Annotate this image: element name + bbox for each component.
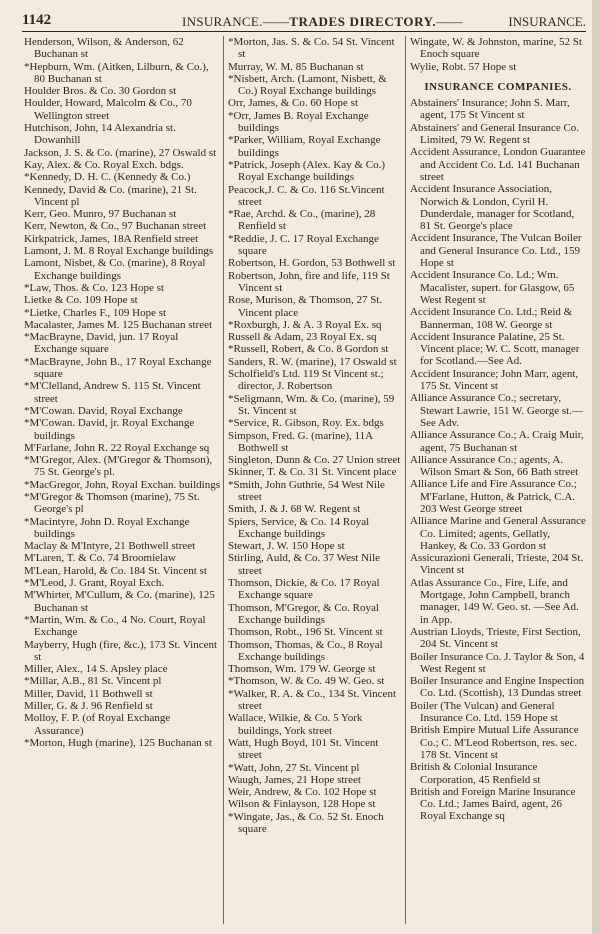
directory-entry: M'Farlane, John R. 22 Royal Exchange sq xyxy=(24,441,210,454)
directory-entry: Miller, Alex., 14 S. Apsley place xyxy=(24,663,168,676)
directory-entry: *M'Leod, J. Grant, Royal Exch. xyxy=(24,577,165,590)
company-entry: Accident Insurance Palatine, 25 St. Vincent place; W. C. Scott, manager for Scotland.—See Ad. xyxy=(410,330,580,368)
directory-entry: *Kennedy, D. H. C. (Kennedy & Co.) xyxy=(24,171,191,184)
company-entry: Alliance Assurance Co.; secretary, Stewart Lawrie, 151 W. George st.—See Adv. xyxy=(410,392,583,429)
directory-entry: Molloy, F. P. (of Royal Exchange Assurance) xyxy=(24,712,171,737)
directory-entry: *Rae, Archd. & Co., (marine), 28 Renfield st xyxy=(228,208,376,233)
company-entry: Boiler Insurance and Engine Inspection Co. Ltd. (Scottish), 13 Dundas street xyxy=(410,675,585,700)
company-entry: Accident Insurance Co. Ltd.; Reid & Bannerman, 108 W. George st xyxy=(410,306,573,331)
company-entry: Accident Insurance; John Marr, agent, 175 St. Vincent st xyxy=(410,367,579,393)
directory-entry: Hutchison, John, 14 Alexandria st. Dowanhill xyxy=(24,122,176,147)
directory-entry: *Macintyre, John D. Royal Exchange buildings xyxy=(24,515,190,540)
directory-entry: *Hepburn, Wm. (Aitken, Lilburn, & Co.), 80 Buchanan st xyxy=(24,60,209,85)
directory-entry: Wilson & Finlayson, 128 Hope st xyxy=(228,798,376,811)
directory-entry: Robertson, John, fire and life, 119 St Vincent st xyxy=(228,269,390,294)
running-header xyxy=(22,12,586,32)
directory-entry: *Seligmann, Wm. & Co. (marine), 59 St. Vincent st xyxy=(228,392,395,417)
directory-entry: *Thomson, W. & Co. 49 W. Geo. st xyxy=(228,675,385,688)
directory-entry: *Parker, William, Royal Exchange buildings xyxy=(228,134,381,159)
directory-entry: Houlder Bros. & Co. 30 Gordon st xyxy=(24,85,177,98)
header-title: INSURANCE.——TRADES DIRECTORY.—— xyxy=(182,14,463,29)
column-2 xyxy=(228,36,402,924)
column-3 xyxy=(410,36,586,924)
directory-entry: Peacock,J. C. & Co. 116 St.Vincent street xyxy=(228,183,385,208)
directory-entry: Lietke & Co. 109 Hope st xyxy=(24,294,138,307)
directory-entry: *M'Clelland, Andrew S. 115 St. Vincent street xyxy=(24,380,201,405)
directory-entry: Macalaster, James M. 125 Buchanan street xyxy=(24,318,213,331)
company-entry: Assicurazioni Generali, Trieste, 204 St. Vincent st xyxy=(410,552,584,577)
directory-entry: Mayberry, Hugh (fire, &c.), 173 St. Vincent st xyxy=(24,638,218,663)
directory-entry: Miller, David, 11 Bothwell st xyxy=(24,687,153,700)
company-entry: British and Foreign Marine Insurance Co. Ltd.; James Baird, agent, 26 Royal Exchange sq xyxy=(410,785,576,823)
company-entry: Alliance Life and Fire Assurance Co.; M'Farlane, Hutton, & Patrick, C.A. 203 West George street xyxy=(410,478,577,515)
directory-entry: *Wingate, Jas., & Co. 52 St. Enoch square xyxy=(228,810,384,835)
directory-entry: *Morton, Hugh (marine), 125 Buchanan st xyxy=(24,736,212,749)
directory-entry: *Nisbett, Arch. (Lamont, Nisbett, & Co.) Royal Exchange buildings xyxy=(228,72,387,98)
company-entry: Alliance Assurance Co.; A. Craig Muir, agent, 75 Buchanan st xyxy=(410,429,584,454)
directory-entry: *Law, Thos. & Co. 123 Hope st xyxy=(24,281,164,294)
directory-entry: Thomson, Robt., 196 St. Vincent st xyxy=(228,626,383,639)
directory-entry: Kirkpatrick, James, 18A Renfield street xyxy=(24,232,199,245)
directory-entry: Wingate, W. & Johnston, marine, 52 St Enoch square xyxy=(410,36,582,61)
company-entry: Austrian Lloyds, Trieste, First Section, 204 St. Vincent st xyxy=(410,625,581,651)
directory-entry: Weir, Andrew, & Co. 102 Hope st xyxy=(228,786,377,799)
directory-entry: *Smith, John Guthrie, 54 West Nile street xyxy=(228,478,385,503)
directory-entry: Rose, Murison, & Thomson, 27 St. Vincent place xyxy=(228,294,383,319)
directory-entry: Sanders, R. W. (marine), 17 Oswald st xyxy=(228,355,397,368)
directory-entry: *M'Gregor & Thomson (marine), 75 St. George's pl xyxy=(24,490,200,516)
directory-entry: Smith, J. & J. 68 W. Regent st xyxy=(228,503,361,516)
directory-entry: *Walker, R. A. & Co., 134 St. Vincent street xyxy=(228,687,396,713)
company-entry: Accident Insurance Association, Norwich & London, Cyril H. Dunderdale, manager for Scotland, 81 St. George's place xyxy=(410,183,575,233)
directory-entry: Kay, Alex. & Co. Royal Exch. bdgs. xyxy=(24,158,184,171)
directory-entry: Jackson, J. S. & Co. (marine), 27 Oswald st xyxy=(24,146,217,159)
directory-entry: Wallace, Wilkie, & Co. 5 York buildings, York street xyxy=(228,712,363,737)
directory-entry: *MacGregor, John, Royal Exchan. buildings xyxy=(24,478,220,491)
directory-entry: Miller, G. & J. 96 Renfield st xyxy=(24,700,153,713)
directory-entry: *Watt, John, 27 St. Vincent pl xyxy=(228,761,360,774)
header-left-label: INSURANCE. xyxy=(182,14,263,29)
directory-entry: Skinner, T. & Co. 31 St. Vincent place xyxy=(228,466,397,479)
directory-entry: *MacBrayne, John B., 17 Royal Exchange square xyxy=(24,355,212,381)
header-rule xyxy=(22,31,586,32)
company-entry: Accident Insurance Co. Ld.; Wm. Macalister, supert. for Glasgow, 65 West Regent st xyxy=(410,269,575,306)
directory-entry: Waugh, James, 21 Hope street xyxy=(228,773,361,786)
company-entry: Alliance Assurance Co.; agents, A. Wilson Smart & Son, 66 Bath street xyxy=(410,453,579,479)
directory-entry: Stewart, J. W. 150 Hope st xyxy=(228,540,345,553)
company-entry: Abstainers' and General Insurance Co. Limited, 79 W. Regent st xyxy=(410,121,580,147)
directory-entry: Henderson, Wilson, & Anderson, 62 Buchanan st xyxy=(24,36,184,61)
header-right-label: INSURANCE. xyxy=(508,14,586,29)
directory-entry: *Russell, Robert, & Co. 8 Gordon st xyxy=(228,343,389,356)
directory-entry: *Millar, A.B., 81 St. Vincent pl xyxy=(24,675,162,688)
directory-entry: Kerr, Newton, & Co., 97 Buchanan street xyxy=(24,220,207,233)
directory-entry: Maclay & M'Intyre, 21 Bothwell street xyxy=(24,540,196,553)
directory-entry: *M'Cowan. David, Royal Exchange xyxy=(24,404,183,417)
directory-entry: Stirling, Auld, & Co. 37 West Nile street xyxy=(228,552,381,577)
directory-entry: Thomson, Dickie, & Co. 17 Royal Exchange square xyxy=(228,577,380,602)
directory-entry: *Patrick, Joseph (Alex. Kay & Co.) Royal Exchange buildings xyxy=(228,158,386,184)
directory-entry: *Reddie, J. C. 17 Royal Exchange square xyxy=(228,232,379,258)
directory-entry: Kennedy, David & Co. (marine), 21 St. Vincent pl xyxy=(24,183,197,208)
page-edge xyxy=(592,0,600,934)
directory-entry: Thomson, Wm. 179 W. George st xyxy=(228,663,376,676)
company-entry: British & Colonial Insurance Corporation, 45 Renfield st xyxy=(410,761,541,786)
directory-entry: *M'Gregor, Alex. (M'Gregor & Thomson), 75 St. George's pl. xyxy=(24,454,213,479)
company-entry: Atlas Assurance Co., Fire, Life, and Mortgage, John Campbell, branch manager, 149 W. Geo. st. —See Ad. in App. xyxy=(410,576,579,626)
company-entry: Boiler (The Vulcan) and General Insurance Co. Ltd. 159 Hope st xyxy=(410,699,558,725)
directory-entry: *Service, R. Gibson, Roy. Ex. bdgs xyxy=(228,417,384,430)
directory-entry: Russell & Adam, 23 Royal Ex. sq xyxy=(228,331,377,344)
directory-entry: M'Lean, Harold, & Co. 184 St. Vincent st xyxy=(24,564,207,577)
column-1 xyxy=(24,36,220,924)
header-center-label: TRADES DIRECTORY. xyxy=(289,14,437,29)
company-entry: Accident Insurance, The Vulcan Boiler and General Insurance Co. Ltd., 159 Hope st xyxy=(410,232,582,270)
directory-entry: Thomson, Thomas, & Co., 8 Royal Exchange buildings xyxy=(228,638,383,663)
directory-entry: Robertson, H. Gordon, 53 Bothwell st xyxy=(228,257,396,270)
company-entry: Accident Assurance, London Guarantee and Accident Co. Ld. 141 Buchanan street xyxy=(410,146,586,183)
directory-entry: Lamont, J. M. 8 Royal Exchange buildings xyxy=(24,245,214,258)
column-divider xyxy=(405,36,406,924)
directory-entry: Houlder, Howard, Malcolm & Co., 70 Wellington street xyxy=(24,97,192,122)
directory-entry: *Roxburgh, J. & A. 3 Royal Ex. sq xyxy=(228,318,382,331)
page-number: 1142 xyxy=(22,12,52,28)
column-divider xyxy=(223,36,224,924)
directory-entry: Watt, Hugh Boyd, 101 St. Vincent street xyxy=(228,736,379,762)
directory-entry: *Orr, James B. Royal Exchange buildings xyxy=(228,109,369,135)
directory-entry: *M'Cowan. David, jr. Royal Exchange buildings xyxy=(24,417,195,442)
directory-entry: Lamont, Nisbet, & Co. (marine), 8 Royal Exchange buildings xyxy=(24,257,206,282)
directory-entry: Orr, James, & Co. 60 Hope st xyxy=(228,97,359,110)
directory-entry: *Morton, Jas. S. & Co. 54 St. Vincent st xyxy=(228,36,395,61)
company-entry: Alliance Marine and General Assurance Co. Limited; agents, Gellatly, Hankey, & Co. 33 Gordon st xyxy=(410,515,586,552)
directory-entry: Wylie, Robt. 57 Hope st xyxy=(410,60,517,73)
company-entry: British Empire Mutual Life Assurance Co.; C. M'Leod Robertson, res. sec. 178 St. Vincent st xyxy=(410,724,579,761)
directory-entry: Thomson, M'Gregor, & Co. Royal Exchange buildings xyxy=(228,601,379,626)
company-entry: Abstainers' Insurance; John S. Marr, agent, 175 St Vincent st xyxy=(410,97,570,122)
directory-entry: *Martin, Wm. & Co., 4 No. Court, Royal Exchange xyxy=(24,613,206,639)
directory-entry: M'Whirter, M'Cullum, & Co. (marine), 125 Buchanan st xyxy=(24,589,215,614)
directory-entry: Scholfield's Ltd. 119 St Vincent st.; director, J. Robertson xyxy=(228,368,384,393)
directory-entry: M'Laren, T. & Co. 74 Broomielaw xyxy=(24,552,176,565)
directory-entry: *Lietke, Charles F., 109 Hope st xyxy=(24,306,167,319)
section-title: INSURANCE COMPANIES. xyxy=(424,80,572,93)
directory-entry: Murray, W. M. 85 Buchanan st xyxy=(228,60,364,73)
directory-entry: *MacBrayne, David, jun. 17 Royal Exchange square xyxy=(24,331,179,356)
directory-entry: Spiers, Service, & Co. 14 Royal Exchange buildings xyxy=(228,515,370,540)
directory-entry: Singleton, Dunn & Co. 27 Union street xyxy=(228,454,401,467)
directory-entry: Kerr, Geo. Munro, 97 Buchanan st xyxy=(24,208,177,221)
company-entry: Boiler Insurance Co. J. Taylor & Son, 4 West Regent st xyxy=(410,650,585,675)
directory-entry: Simpson, Fred. G. (marine), 11A Bothwell st xyxy=(228,429,373,454)
